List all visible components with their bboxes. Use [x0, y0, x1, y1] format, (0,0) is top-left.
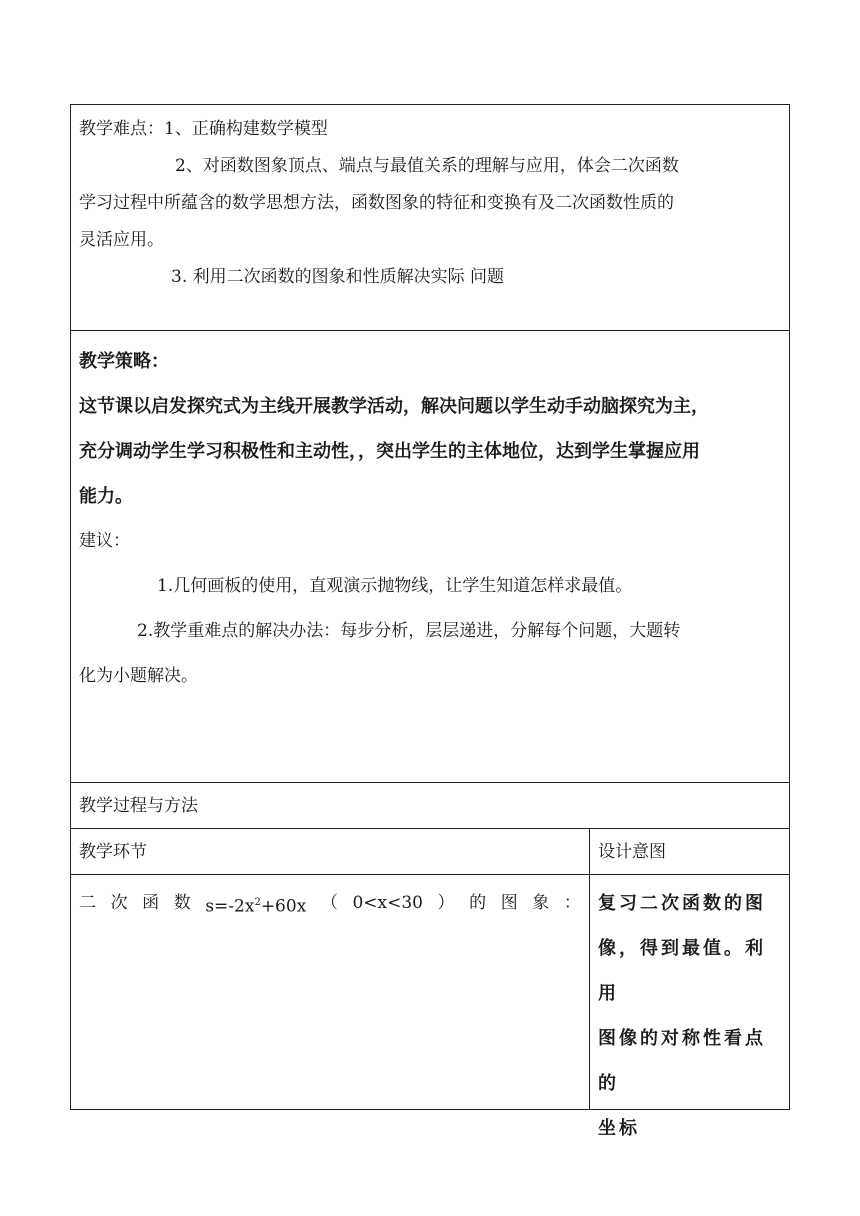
formula-expression-base: s=-2x: [205, 896, 255, 917]
formula-domain: 0<x<30: [352, 893, 423, 913]
formula-char: 象: [532, 893, 550, 913]
formula-expression-tail: +60x: [260, 896, 307, 917]
advice-item-1: 1.几何画板的使用，直观演示抛物线，让学生知道怎样求最值。: [157, 576, 633, 596]
header-cell-right: [590, 829, 789, 874]
formula-char: 次: [110, 893, 128, 913]
formula-char: 数: [173, 893, 191, 913]
teaching-strategy-section: [71, 331, 789, 783]
formula-char: 的: [469, 893, 487, 913]
difficulty-line-1: 教学难点：1、正确构建数学模型: [79, 119, 328, 139]
quadratic-function-text: [71, 875, 589, 935]
formula-char: 函: [142, 893, 160, 913]
strategy-body-line-3: 能力。: [79, 486, 133, 507]
formula-exponent: 2: [254, 897, 261, 908]
difficulty-line-5: 3. 利用二次函数的图象和性质解决实际 问题: [171, 267, 505, 287]
process-heading-row: [71, 783, 789, 829]
difficulty-line-4: 灵活应用。: [79, 230, 164, 250]
design-intent-line-3: 图像的对称性看点的: [598, 1028, 766, 1094]
content-cell-right: [590, 875, 789, 1139]
formula-char: 图: [500, 893, 518, 913]
advice-item-2: 2.教学重难点的解决办法：每步分析，层层递进，分解每个问题，大题转: [137, 621, 681, 641]
header-cell-left: [71, 829, 590, 874]
formula-char: ：: [563, 893, 581, 913]
teaching-step-header: 教学环节: [79, 842, 147, 862]
advice-heading: 建议：: [79, 531, 130, 551]
formula-char: （: [320, 893, 338, 913]
formula-expression: [205, 875, 306, 935]
design-intent-text: [590, 875, 789, 1151]
difficulty-line-3: 学习过程中所蕴含的数学思想方法，函数图象的特征和变换有及二次函数性质的: [79, 193, 674, 213]
content-cell-left: [71, 875, 590, 1109]
design-intent-line-2: 像，得到最值。利用: [598, 938, 766, 1004]
lesson-plan-table: [70, 104, 790, 1139]
advice-item-2-continued: 化为小题解决。: [79, 666, 198, 686]
strategy-body-line-2: 充分调动学生学习积极性和主动性，，突出学生的主体地位，达到学生掌握应用: [79, 441, 700, 462]
table-row: [71, 875, 789, 1139]
strategy-body-line-1: 这节课以启发探究式为主线开展教学活动，解决问题以学生动手动脑探究为主，: [79, 396, 709, 417]
strategy-heading: 教学策略：: [79, 351, 169, 372]
difficulty-line-2: 2、对函数图象顶点、端点与最值关系的理解与应用，体会二次函数: [175, 156, 679, 176]
formula-char: 二: [79, 893, 96, 913]
formula-char: ）: [437, 893, 455, 913]
teaching-difficulty-section: [71, 105, 789, 331]
design-intent-line-1: 复习二次函数的图: [598, 893, 766, 914]
process-heading: 教学过程与方法: [79, 796, 198, 816]
design-intent-header: 设计意图: [598, 842, 666, 862]
table-header-row: [71, 829, 789, 875]
design-intent-line-4: 坐标: [598, 1118, 640, 1139]
